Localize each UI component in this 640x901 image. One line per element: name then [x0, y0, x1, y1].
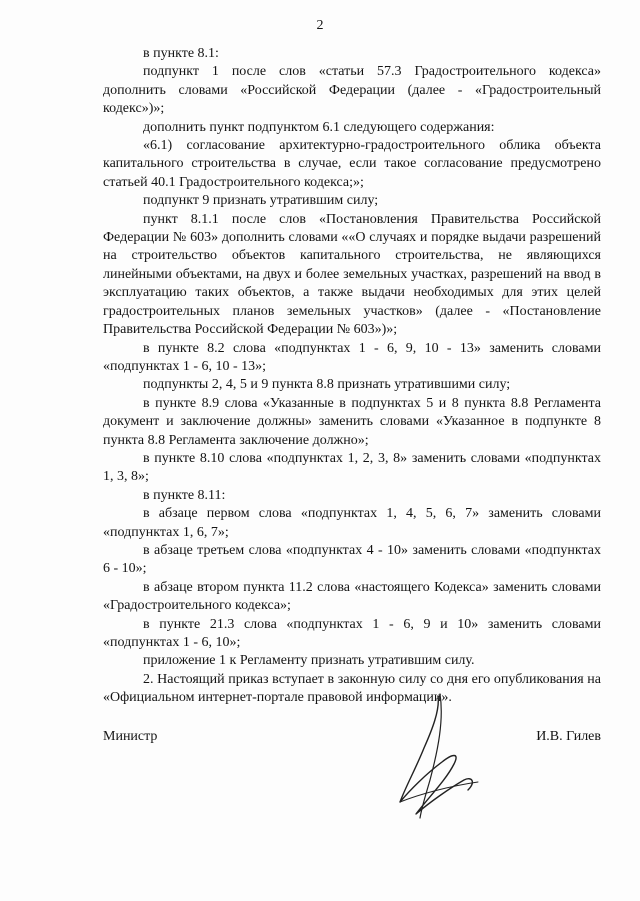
paragraph: подпункты 2, 4, 5 и 9 пункта 8.8 признать утратившими силу;: [143, 377, 511, 393]
paragraph: 2. Настоящий приказ вступает в законную силу со дня его опубликования на «Официальном интернет-портале правовой информации».: [103, 671, 601, 706]
paragraph: в абзаце первом слова «подпунктах 1, 4, 5, 6, 7» заменить словами «подпунктах 1, 6, 7»;: [103, 506, 601, 540]
paragraph: в пункте 8.1:: [143, 46, 219, 61]
handwritten-signature-icon: [380, 690, 490, 825]
signatory-name: И.В. Гилев: [536, 729, 601, 744]
paragraph: подпункт 9 признать утратившим силу;: [143, 193, 379, 209]
signatory-title: Министр: [103, 729, 158, 744]
page-number: 2: [316, 18, 324, 33]
paragraph: в пункте 8.2 слова «подпунктах 1 - 6, 9, 10 - 13» заменить словами «подпунктах 1 - 6, 10 - 13»;: [103, 340, 601, 374]
paragraph: дополнить пункт подпунктом 6.1 следующего содержания:: [143, 119, 495, 135]
paragraph: пункт 8.1.1 после слов «Постановления Правительства Российской Федерации № 603» дополнить словами ««О случаях и порядке выдачи разрешений на строительство объектов капитального строительства, не являющихся линейными объектами, на двух и более земельных участках, разрешений на ввод в эксплуатацию таких объектов, а также выдачи необходимых для этих целей градостроительных планов земельных участков» (далее - «Постановление Правительства Российской Федерации № 603»)»;: [103, 211, 601, 338]
signature-block: [103, 729, 601, 759]
document-body: [103, 45, 601, 708]
paragraph: в абзаце третьем слова «подпунктах 4 - 10» заменить словами «подпунктах 6 - 10»;: [103, 542, 601, 577]
paragraph: приложение 1 к Регламенту признать утратившим силу.: [143, 653, 475, 669]
paragraph: подпункт 1 после слов «статьи 57.3 Градостроительного кодекса» дополнить словами «Российской Федерации (далее - «Градостроительный кодекс»)»;: [103, 64, 601, 117]
paragraph: в пункте 8.9 слова «Указанные в подпунктах 5 и 8 пункта 8.8 Регламента документ и заключение должны» заменить словами «Указанное в подпункте 8 пункта 8.8 Регламента заключение должно»;: [103, 395, 601, 448]
paragraph: в пункте 8.11:: [143, 487, 226, 503]
paragraph: в абзаце втором пункта 11.2 слова «настоящего Кодекса» заменить словами «Градостроительного кодекса»;: [103, 579, 601, 614]
paragraph: «6.1) согласование архитектурно-градостроительного облика объекта капитального строительства в случае, если такое согласование предусмотрено статьей 40.1 Градостроительного кодекса;»;: [103, 138, 601, 190]
paragraph: в пункте 8.10 слова «подпунктах 1, 2, 3, 8» заменить словами «подпунктах 1, 3, 8»;: [103, 450, 601, 485]
paragraph: в пункте 21.3 слова «подпунктах 1 - 6, 9 и 10» заменить словами «подпунктах 1 - 6, 10»;: [103, 616, 601, 650]
